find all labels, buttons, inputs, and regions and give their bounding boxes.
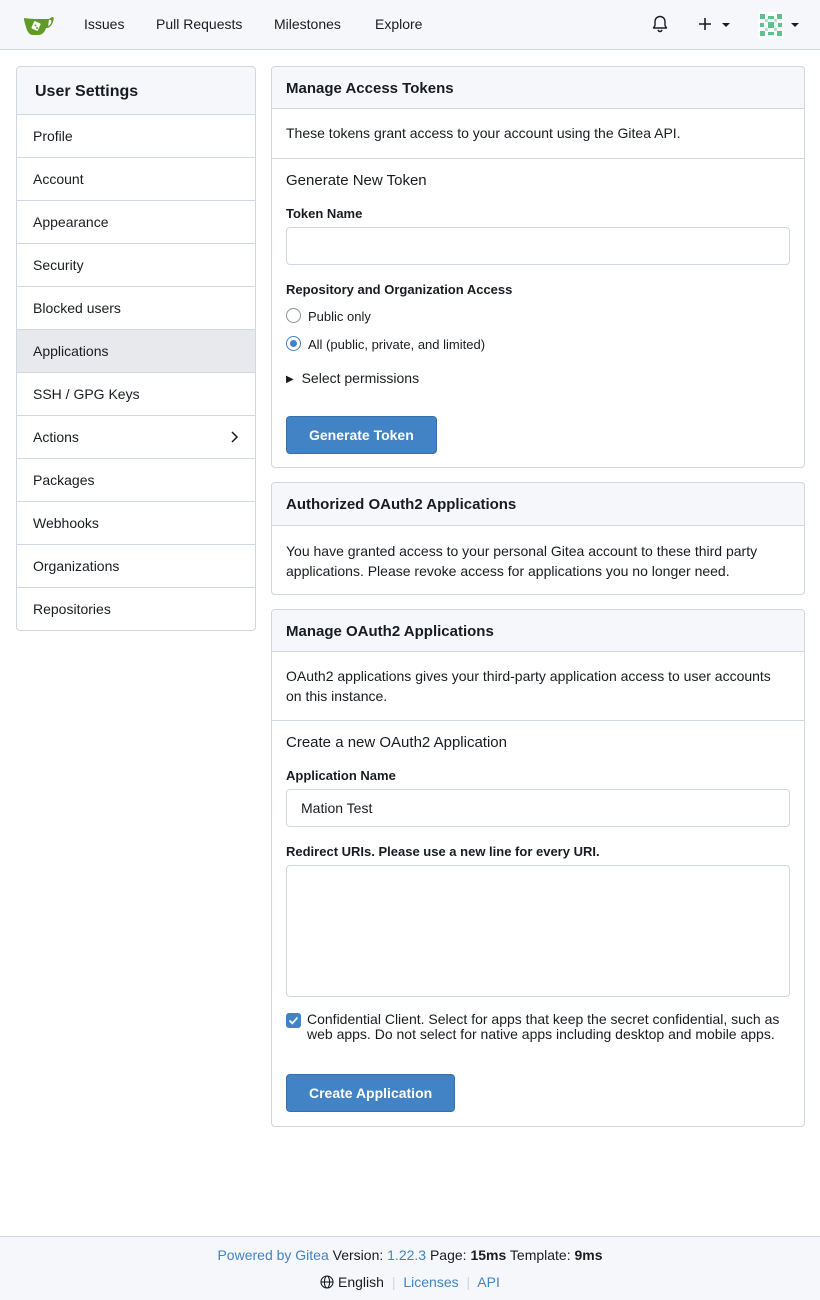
app-name-input[interactable] [286,789,790,827]
sidebar-item-label: Profile [33,128,73,144]
triangle-right-icon: ▶ [286,374,294,385]
radio-button[interactable] [286,308,301,323]
sidebar-item-label: Organizations [33,558,120,574]
bell-icon[interactable] [650,14,670,34]
select-permissions-toggle[interactable] [286,370,419,386]
licenses-link[interactable]: Licenses [403,1274,459,1290]
footer-divider: | [466,1274,471,1290]
sidebar-item-webhooks[interactable] [17,502,255,545]
create-oauth-title: Create a new OAuth2 Application [286,734,507,751]
section-description: These tokens grant access to your account using the Gitea API. [286,125,681,141]
sidebar-item-label: Actions [33,429,79,445]
radio-button[interactable] [286,336,301,351]
section-header: Authorized OAuth2 Applications [272,483,804,526]
sidebar-item-applications[interactable] [17,330,255,373]
token-name-input[interactable] [286,227,790,265]
nav-issues-link[interactable]: Issues [84,16,125,32]
version-link[interactable]: 1.22.3 [387,1247,427,1263]
nav-pull-requests-link[interactable]: Pull Requests [156,16,243,32]
version-label: Version: [332,1247,384,1263]
sidebar-item-label: Applications [33,343,109,359]
user-menu-dropdown[interactable] [758,12,800,38]
section-header: Manage Access Tokens [272,67,804,109]
sidebar-item-label: Packages [33,472,95,488]
access-scope-label: Repository and Organization Access [286,282,513,297]
sidebar-item-label: Blocked users [33,300,121,316]
access-tokens-section [271,66,805,468]
sidebar-item-label: SSH / GPG Keys [33,386,140,402]
template-time-value: 9ms [574,1247,603,1263]
chevron-down-icon [722,23,730,27]
language-label: English [338,1274,384,1290]
sidebar-item-label: Account [33,171,84,187]
redirect-uris-label: Redirect URIs. Please use a new line for every URI. [286,844,600,859]
app-name-label: Application Name [286,768,396,783]
sidebar-item-ssh-gpg-keys[interactable] [17,373,255,416]
powered-by-link[interactable]: Powered by Gitea [217,1247,329,1263]
manage-oauth-section [271,609,805,1127]
chevron-down-icon [791,23,799,27]
sidebar-item-blocked-users[interactable] [17,287,255,330]
select-permissions-label: Select permissions [301,370,420,386]
confidential-client-label: Confidential Client. Select for apps that keep the secret confidential, such as web apps. Do not select for native apps including desktop and mobile apps. [307,1011,780,1042]
sidebar-item-actions[interactable] [17,416,255,459]
sidebar-item-label: Repositories [33,601,111,617]
nav-milestones-link[interactable]: Milestones [274,16,341,32]
sidebar-item-profile[interactable] [17,115,255,158]
sidebar-item-repositories[interactable] [17,588,255,630]
api-link[interactable]: API [477,1274,500,1290]
page-time-value: 15ms [470,1247,507,1263]
sidebar-item-label: Webhooks [33,515,99,531]
radio-label: All (public, private, and limited) [308,337,486,352]
language-selector[interactable] [320,1274,388,1290]
check-icon [286,1013,301,1028]
chevron-right-icon [229,430,239,444]
create-new-dropdown[interactable] [697,14,733,34]
sidebar-title: User Settings [17,67,255,115]
gitea-logo-icon[interactable] [22,13,54,37]
top-navbar [0,0,820,50]
section-header: Manage OAuth2 Applications [272,610,804,652]
create-application-button[interactable]: Create Application [286,1074,455,1112]
sidebar-item-organizations[interactable] [17,545,255,588]
section-description: OAuth2 applications gives your third-party application access to user accounts on this instance. [286,668,771,704]
footer-divider: | [391,1274,396,1290]
redirect-uris-textarea[interactable] [286,865,790,997]
sidebar-item-packages[interactable] [17,459,255,502]
authorized-oauth-section [271,482,805,595]
sidebar-item-label: Security [33,257,84,273]
radio-label: Public only [308,309,371,324]
sidebar-item-label: Appearance [33,214,109,230]
nav-explore-link[interactable]: Explore [375,16,423,32]
plus-icon [697,14,713,34]
template-time-label: Template: [509,1247,571,1263]
settings-sidebar [16,66,256,631]
checkbox[interactable] [286,1013,301,1028]
sidebar-item-security[interactable] [17,244,255,287]
page-footer [0,1236,820,1300]
sidebar-item-appearance[interactable] [17,201,255,244]
avatar [758,12,784,38]
generate-token-title: Generate New Token [286,172,427,189]
sidebar-item-account[interactable] [17,158,255,201]
globe-icon [320,1275,334,1289]
page-time-label: Page: [429,1247,467,1263]
generate-token-button[interactable]: Generate Token [286,416,437,454]
token-name-label: Token Name [286,206,363,221]
section-description: You have granted access to your personal Gitea account to these third party applications. Please revoke access for applications you no longer need. [286,543,758,579]
